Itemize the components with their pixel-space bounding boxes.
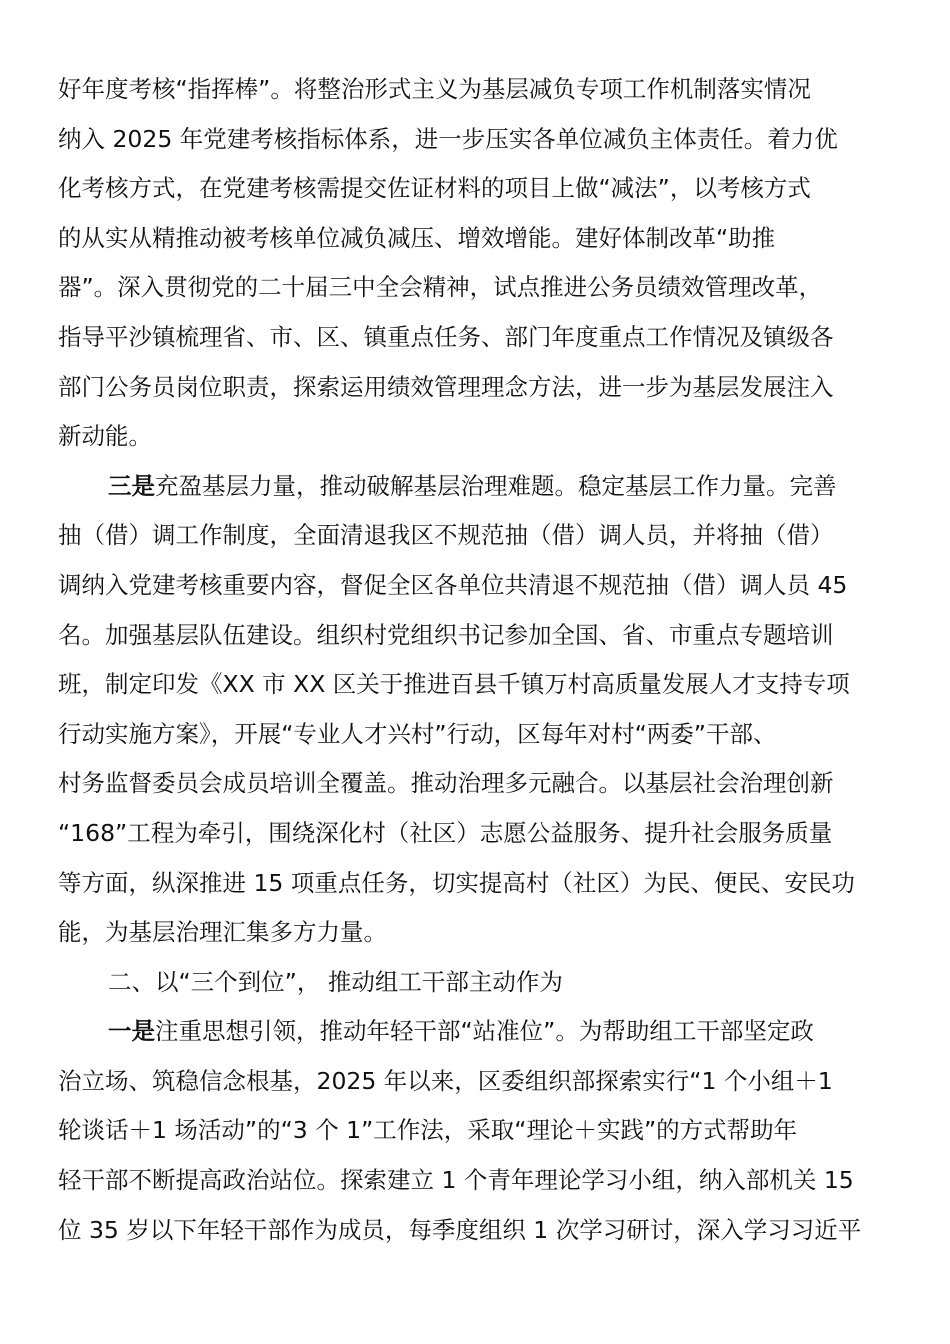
paragraph-1-line-4: 的从实从精推动被考核单位减负减压、增效增能。建好体制改革“助推 xyxy=(58,223,776,252)
paragraph-1-line-3: 化考核方式，在党建考核需提交佐证材料的项目上做“减法”，以考核方式 xyxy=(58,174,811,203)
paragraph-1-line-2: 纳入 2025 年党建考核指标体系，进一步压实各单位减负主体责任。着力优 xyxy=(58,124,838,153)
paragraph-3-line-1 xyxy=(58,1007,894,1057)
paragraph-3-line-5: 位 35 岁以下年轻干部作为成员，每季度组织 1 次学习研讨，深入学习习近平 xyxy=(58,1215,862,1244)
paragraph-2-line-2: 抽（借）调工作制度，全面清退我区不规范抽（借）调人员，并将抽（借） xyxy=(58,521,834,550)
paragraph-2-line-9: 等方面，纵深推进 15 项重点任务，切实提高村（社区）为民、便民、安民功 xyxy=(58,868,855,897)
paragraph-2-lead: 三是 xyxy=(108,471,155,500)
paragraph-1-line-6: 指导平沙镇梳理省、市、区、镇重点任务、部门年度重点工作情况及镇级各 xyxy=(58,322,834,351)
paragraph-2 xyxy=(58,462,894,958)
paragraph-1-line-1: 好年度考核“指挥棒”。将整治形式主义为基层减负专项工作机制落实情况 xyxy=(58,75,811,103)
paragraph-2-line-7: 村务监督委员会成员培训全覆盖。推动治理多元融合。以基层社会治理创新 xyxy=(58,769,834,798)
paragraph-3 xyxy=(58,1007,894,1255)
paragraph-2-line-10: 能，为基层治理汇集多方力量。 xyxy=(58,918,387,947)
paragraph-2-line-1 xyxy=(58,462,894,512)
paragraph-2-line-8: “168”工程为牵引，围绕深化村（社区）志愿公益服务、提升社会服务质量 xyxy=(58,818,833,847)
paragraph-3-line-4: 轻干部不断提高政治站位。探索建立 1 个青年理论学习小组，纳入部机关 15 xyxy=(58,1166,854,1195)
paragraph-2-line-5: 班，制定印发《XX 市 XX 区关于推进百县千镇万村高质量发展人才支持专项 xyxy=(58,670,850,699)
paragraph-2-first-line-rest: 充盈基层力量，推动破解基层治理难题。稳定基层工作力量。完善 xyxy=(155,471,837,500)
document-body xyxy=(58,65,894,1255)
section-heading-2: 二、以“三个到位”， 推动组工干部主动作为 xyxy=(108,967,563,996)
paragraph-1 xyxy=(58,65,894,462)
paragraph-3-lead: 一是 xyxy=(108,1017,155,1046)
paragraph-2-line-3: 调纳入党建考核重要内容，督促全区各单位共清退不规范抽（借）调人员 45 xyxy=(58,570,848,599)
paragraph-2-line-4: 名。加强基层队伍建设。组织村党组织书记参加全国、省、市重点专题培训 xyxy=(58,620,834,649)
paragraph-1-line-5: 器”。深入贯彻党的二十届三中全会精神，试点推进公务员绩效管理改革， xyxy=(58,273,823,302)
paragraph-2-line-6: 行动实施方案》，开展“专业人才兴村”行动，区每年对村“两委”干部、 xyxy=(58,719,777,748)
paragraph-3-line-3: 轮谈话＋1 场活动”的“3 个 1”工作法，采取“理论＋实践”的方式帮助年 xyxy=(58,1116,798,1145)
paragraph-3-line-2: 治立场、筑稳信念根基，2025 年以来，区委组织部探索实行“1 个小组＋1 xyxy=(58,1066,833,1095)
paragraph-1-line-7: 部门公务员岗位职责，探索运用绩效管理理念方法，进一步为基层发展注入 xyxy=(58,372,834,401)
paragraph-1-line-8: 新动能。 xyxy=(58,422,152,451)
paragraph-3-first-line-rest: 注重思想引领，推动年轻干部“站准位”。为帮助组工干部坚定政 xyxy=(155,1017,814,1046)
